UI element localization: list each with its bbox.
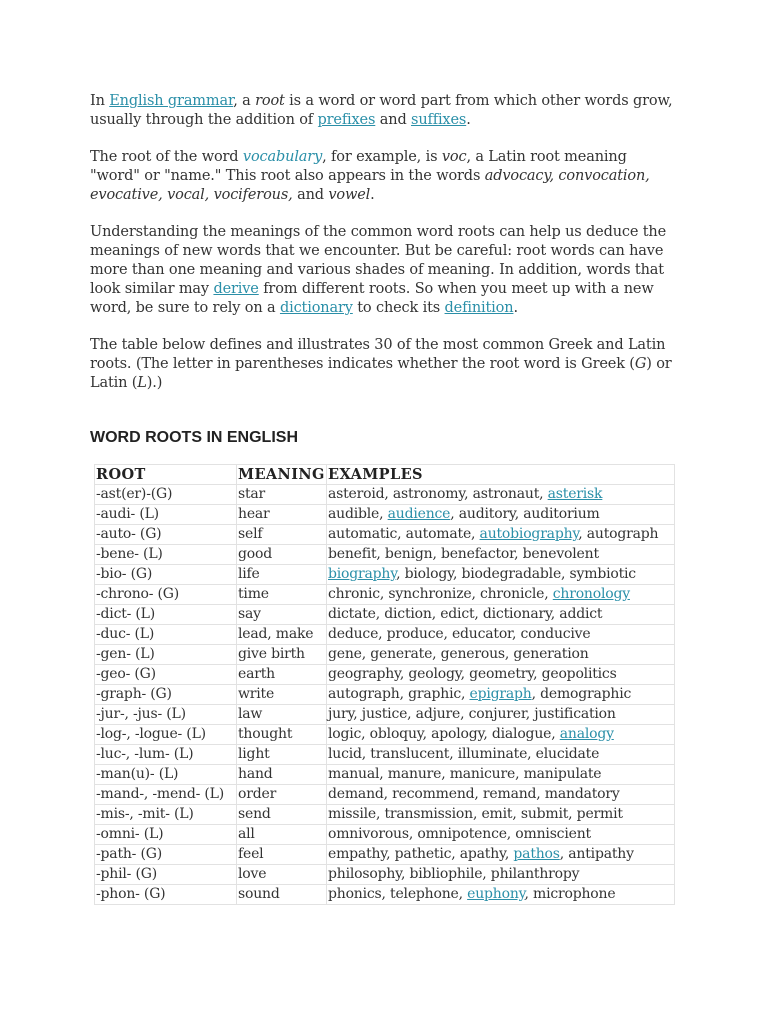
example-link[interactable]: pathos bbox=[513, 846, 560, 862]
examples-text: chronic, synchronize, chronicle, bbox=[328, 586, 553, 602]
cell-meaning: self bbox=[237, 525, 327, 545]
examples-text: jury, justice, adjure, conjurer, justification bbox=[328, 706, 616, 722]
text: The root of the word bbox=[90, 149, 243, 165]
cell-root: -bene- (L) bbox=[95, 545, 237, 565]
table-header-row bbox=[95, 465, 675, 485]
text: is a word or word part from which other words grow, usually through the addition of bbox=[90, 93, 673, 128]
text: . bbox=[513, 300, 518, 316]
cell-root: -mand-, -mend- (L) bbox=[95, 785, 237, 805]
intro-paragraph-4 bbox=[90, 336, 680, 393]
cell-examples bbox=[327, 865, 675, 885]
examples-text: , auditory, auditorium bbox=[450, 506, 600, 522]
cell-examples bbox=[327, 725, 675, 745]
examples-text: automatic, automate, bbox=[328, 526, 480, 542]
table-row bbox=[95, 805, 675, 825]
italic-term: advocacy, convocation, evocative, vocal, vociferous, bbox=[90, 168, 650, 203]
cell-meaning: write bbox=[237, 685, 327, 705]
examples-text: empathy, pathetic, apathy, bbox=[328, 846, 514, 862]
link-derive[interactable]: derive bbox=[213, 281, 259, 297]
table-row bbox=[95, 625, 675, 645]
word-roots-table bbox=[94, 464, 675, 905]
example-link[interactable]: audience bbox=[387, 506, 451, 522]
table-body bbox=[95, 485, 675, 905]
link-vocabulary[interactable]: vocabulary bbox=[242, 149, 323, 165]
example-link[interactable]: epigraph bbox=[469, 686, 532, 702]
cell-meaning: star bbox=[237, 485, 327, 505]
cell-examples bbox=[327, 585, 675, 605]
link-english-grammar[interactable]: English grammar bbox=[109, 93, 234, 109]
examples-text: , demographic bbox=[531, 686, 632, 702]
table-row bbox=[95, 525, 675, 545]
text: Understanding the meanings of the common word roots can help us deduce the meanings of new words that we encounter. But be careful: root words can have more than one meaning and various shades of meaning. In addition, words that look similar may bbox=[90, 224, 667, 297]
intro-paragraph-1 bbox=[90, 92, 680, 130]
italic-term: G bbox=[634, 356, 647, 372]
examples-text: , antipathy bbox=[559, 846, 634, 862]
link-definition[interactable]: definition bbox=[444, 300, 514, 316]
cell-examples bbox=[327, 825, 675, 845]
cell-meaning: all bbox=[237, 825, 327, 845]
example-link[interactable]: chronology bbox=[552, 586, 630, 602]
cell-root: -duc- (L) bbox=[95, 625, 237, 645]
examples-text: gene, generate, generous, generation bbox=[328, 646, 589, 662]
cell-examples bbox=[327, 765, 675, 785]
italic-term: L bbox=[137, 375, 147, 391]
cell-examples bbox=[327, 565, 675, 585]
example-link[interactable]: autobiography bbox=[479, 526, 579, 542]
table-row bbox=[95, 505, 675, 525]
cell-meaning: give birth bbox=[237, 645, 327, 665]
examples-text: dictate, diction, edict, dictionary, addict bbox=[328, 606, 603, 622]
cell-root: -jur-, -jus- (L) bbox=[95, 705, 237, 725]
text: from different roots. So when you meet up with a new word, be sure to rely on a bbox=[90, 281, 654, 316]
table-row bbox=[95, 665, 675, 685]
examples-text: deduce, produce, educator, conducive bbox=[328, 626, 591, 642]
cell-root: -dict- (L) bbox=[95, 605, 237, 625]
cell-meaning: lead, make bbox=[237, 625, 327, 645]
table-row bbox=[95, 485, 675, 505]
text: ).) bbox=[146, 375, 163, 391]
table-row bbox=[95, 825, 675, 845]
cell-meaning: send bbox=[237, 805, 327, 825]
header-examples: EXAMPLES bbox=[327, 465, 675, 485]
cell-meaning: law bbox=[237, 705, 327, 725]
cell-meaning: light bbox=[237, 745, 327, 765]
cell-root: -gen- (L) bbox=[95, 645, 237, 665]
table-row bbox=[95, 785, 675, 805]
table-row bbox=[95, 765, 675, 785]
link-suffixes[interactable]: suffixes bbox=[411, 112, 467, 128]
text: , for example, is bbox=[322, 149, 442, 165]
cell-root: -audi- (L) bbox=[95, 505, 237, 525]
intro-paragraph-2 bbox=[90, 148, 680, 205]
cell-examples bbox=[327, 685, 675, 705]
example-link[interactable]: asterisk bbox=[547, 486, 603, 502]
table-row bbox=[95, 585, 675, 605]
italic-term: voc bbox=[441, 149, 467, 165]
text: and bbox=[292, 187, 329, 203]
table-row bbox=[95, 845, 675, 865]
cell-meaning: hand bbox=[237, 765, 327, 785]
cell-root: -chrono- (G) bbox=[95, 585, 237, 605]
intro-paragraph-3 bbox=[90, 223, 680, 318]
cell-examples bbox=[327, 845, 675, 865]
cell-examples bbox=[327, 805, 675, 825]
table-row bbox=[95, 565, 675, 585]
italic-term: vowel bbox=[328, 187, 371, 203]
cell-examples bbox=[327, 745, 675, 765]
cell-root: -auto- (G) bbox=[95, 525, 237, 545]
cell-meaning: order bbox=[237, 785, 327, 805]
article-body bbox=[90, 92, 680, 905]
examples-text: omnivorous, omnipotence, omniscient bbox=[328, 826, 591, 842]
examples-text: benefit, benign, benefactor, benevolent bbox=[328, 546, 599, 562]
cell-meaning: thought bbox=[237, 725, 327, 745]
cell-examples bbox=[327, 885, 675, 905]
table-row bbox=[95, 645, 675, 665]
table-row bbox=[95, 605, 675, 625]
header-root: ROOT bbox=[95, 465, 237, 485]
text: and bbox=[375, 112, 412, 128]
cell-root: -omni- (L) bbox=[95, 825, 237, 845]
cell-root: -graph- (G) bbox=[95, 685, 237, 705]
examples-text: audible, bbox=[328, 506, 388, 522]
cell-examples bbox=[327, 625, 675, 645]
cell-root: -phon- (G) bbox=[95, 885, 237, 905]
table-row bbox=[95, 545, 675, 565]
examples-text: logic, obloquy, apology, dialogue, bbox=[328, 726, 560, 742]
examples-text: geography, geology, geometry, geopolitics bbox=[328, 666, 617, 682]
cell-meaning: sound bbox=[237, 885, 327, 905]
cell-examples bbox=[327, 705, 675, 725]
cell-meaning: earth bbox=[237, 665, 327, 685]
examples-text: , autograph bbox=[578, 526, 659, 542]
examples-text: missile, transmission, emit, submit, permit bbox=[328, 806, 623, 822]
cell-meaning: time bbox=[237, 585, 327, 605]
cell-examples bbox=[327, 645, 675, 665]
examples-text: manual, manure, manicure, manipulate bbox=[328, 766, 602, 782]
text: . bbox=[466, 112, 471, 128]
cell-meaning: life bbox=[237, 565, 327, 585]
cell-examples bbox=[327, 525, 675, 545]
table-row bbox=[95, 885, 675, 905]
cell-root: -geo- (G) bbox=[95, 665, 237, 685]
text: , a bbox=[233, 93, 256, 109]
cell-root: -mis-, -mit- (L) bbox=[95, 805, 237, 825]
cell-root: -man(u)- (L) bbox=[95, 765, 237, 785]
cell-root: -log-, -logue- (L) bbox=[95, 725, 237, 745]
example-link[interactable]: analogy bbox=[559, 726, 614, 742]
cell-examples bbox=[327, 545, 675, 565]
examples-text: , microphone bbox=[524, 886, 616, 902]
cell-root: -phil- (G) bbox=[95, 865, 237, 885]
table-row bbox=[95, 685, 675, 705]
text: , a Latin root meaning "word" or "name." This root also appears in the words bbox=[90, 149, 627, 184]
cell-examples bbox=[327, 505, 675, 525]
examples-text: philosophy, bibliophile, philanthropy bbox=[328, 866, 580, 882]
text: ) or Latin ( bbox=[90, 356, 672, 391]
cell-root: -luc-, -lum- (L) bbox=[95, 745, 237, 765]
example-link[interactable]: biography bbox=[328, 566, 397, 582]
cell-root: -path- (G) bbox=[95, 845, 237, 865]
cell-meaning: love bbox=[237, 865, 327, 885]
table-row bbox=[95, 705, 675, 725]
link-dictionary[interactable]: dictionary bbox=[279, 300, 353, 316]
cell-examples bbox=[327, 605, 675, 625]
italic-term: root bbox=[255, 93, 285, 109]
cell-meaning: good bbox=[237, 545, 327, 565]
cell-root: -bio- (G) bbox=[95, 565, 237, 585]
examples-text: asteroid, astronomy, astronaut, bbox=[328, 486, 548, 502]
cell-root: -ast(er)-(G) bbox=[95, 485, 237, 505]
table-row bbox=[95, 725, 675, 745]
cell-examples bbox=[327, 785, 675, 805]
example-link[interactable]: euphony bbox=[467, 886, 525, 902]
table-row bbox=[95, 745, 675, 765]
text: . bbox=[370, 187, 375, 203]
header-meaning: MEANING bbox=[238, 466, 325, 483]
cell-meaning: say bbox=[237, 605, 327, 625]
link-prefixes[interactable]: prefixes bbox=[317, 112, 376, 128]
cell-examples bbox=[327, 485, 675, 505]
examples-text: autograph, graphic, bbox=[328, 686, 470, 702]
examples-text: demand, recommend, remand, mandatory bbox=[328, 786, 620, 802]
table-row bbox=[95, 865, 675, 885]
cell-meaning: hear bbox=[237, 505, 327, 525]
cell-examples bbox=[327, 665, 675, 685]
examples-text: phonics, telephone, bbox=[328, 886, 468, 902]
text: The table below defines and illustrates 30 of the most common Greek and Latin roots. (The letter in parentheses indicates whether the root word is Greek ( bbox=[90, 337, 666, 372]
examples-text: , biology, biodegradable, symbiotic bbox=[396, 566, 636, 582]
cell-meaning: feel bbox=[237, 845, 327, 865]
text: In bbox=[90, 93, 110, 109]
examples-text: lucid, translucent, illuminate, elucidate bbox=[328, 746, 600, 762]
text: to check its bbox=[352, 300, 445, 316]
section-title: WORD ROOTS IN ENGLISH bbox=[90, 429, 298, 446]
